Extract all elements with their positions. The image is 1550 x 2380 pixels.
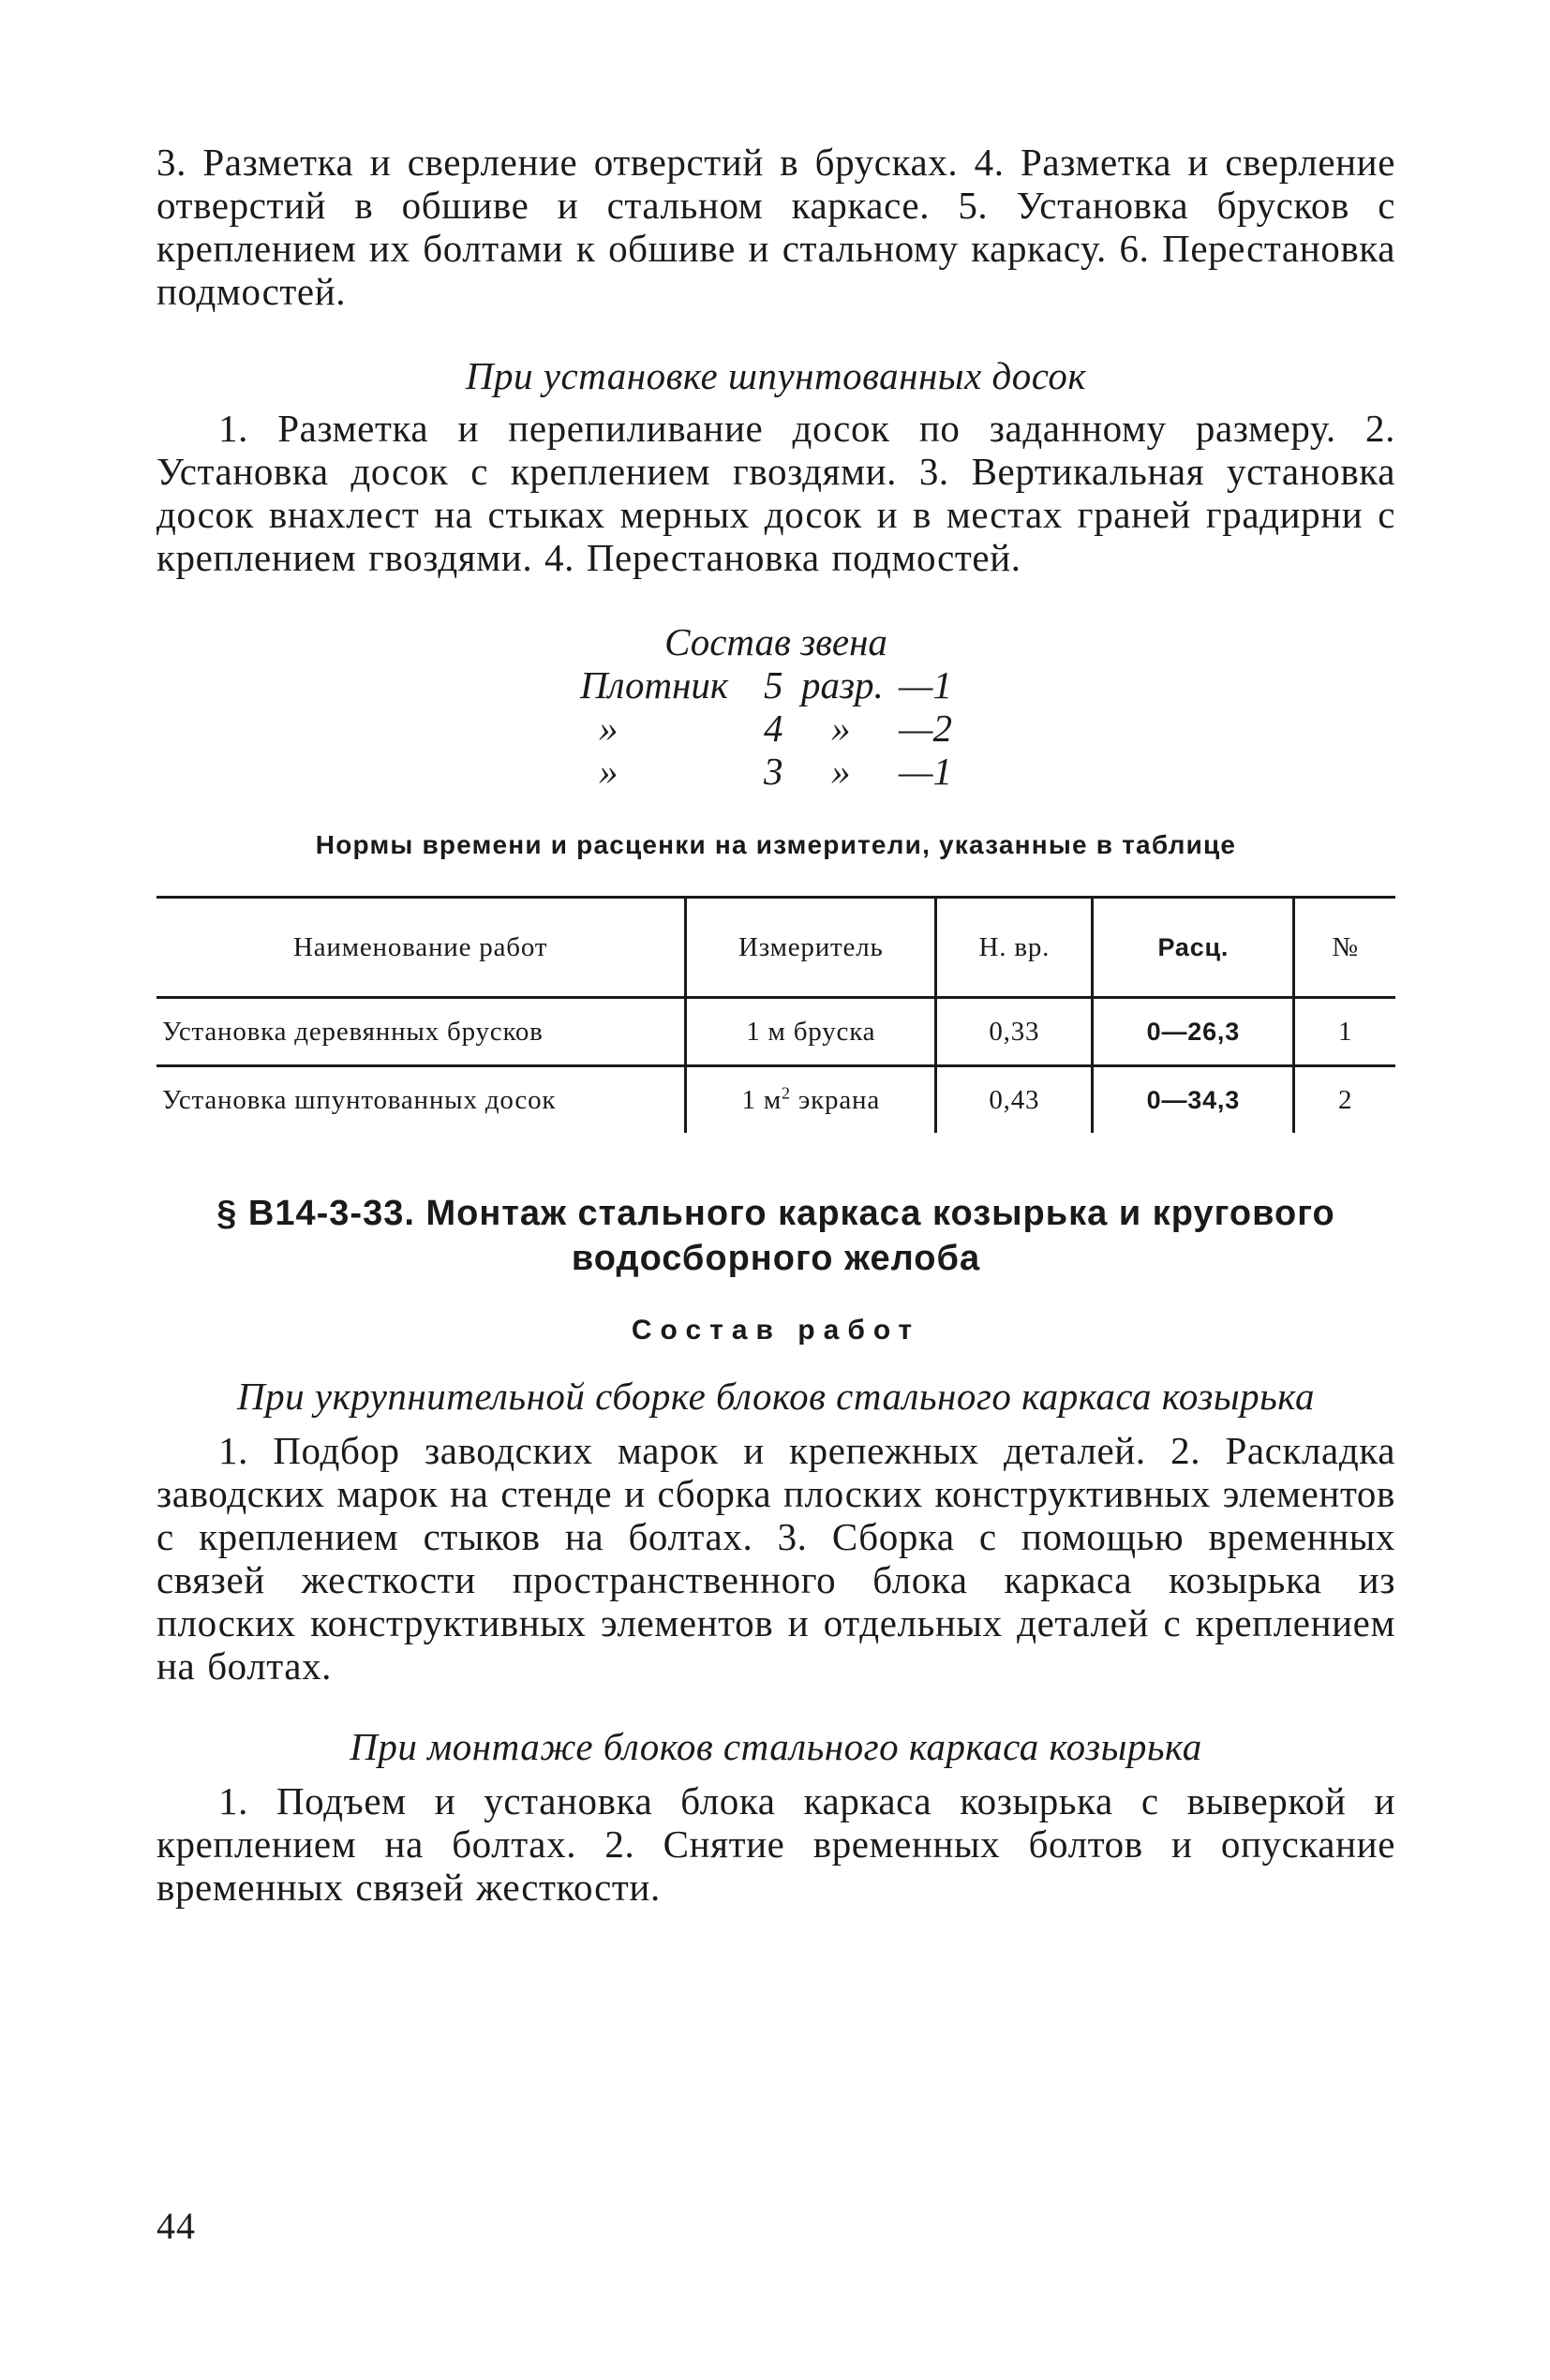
crew-grade: 5 [764,663,783,707]
section-title-line-1: § В14-3-33. Монтаж стального каркаса козырька и кругового [216,1194,1335,1233]
subheading-assembly: При укрупнительной сборке блоков стального каркаса козырька [237,1375,1315,1418]
page-content [156,141,1395,1909]
table-caption: Нормы времени и расценки на измерители, указанные в таблице [315,830,1237,859]
work-composition-heading: Состав работ [631,1315,921,1346]
cell-time-norm: 0,33 [936,998,1093,1066]
crew-grade-unit: » [831,750,851,793]
cell-unit-superscript: 2 [782,1082,791,1102]
crew-trade: » [599,750,619,793]
crew-grade: 3 [764,750,783,793]
crew-title: Состав звена [664,620,887,663]
crew-grade-unit: разр. [801,663,884,707]
cell-work-name: Установка шпунтованных досок [162,1084,557,1115]
crew-row [156,707,1395,750]
paragraph-assembly: 1. Подбор заводских марок и крепежных деталей. 2. Раскладка заводских марок на стенде и сборка плоских конструктивных элементов с креплением стыков на болтах. 3. Сборка с помощью временных связей жесткости пространственного блока каркаса козырька из плоских конструктивных элементов и отдельных деталей с креплением на болтах. [156,1429,1395,1688]
cell-unit-text: 1 м [741,1084,782,1115]
table-row [156,1066,1395,1134]
paragraph-continuation: 3. Разметка и сверление отверстий в брусках. 4. Разметка и сверление отверстий в обшиве и стальном каркасе. 5. Установка брусков с креплением их болтами к обшиве и стальному каркасу. 6. Перестановка подмостей. [156,141,1395,313]
crew-count: —1 [899,663,952,707]
cell-number: 2 [1294,1066,1395,1134]
crew-grade-unit: » [831,707,851,750]
cell-price: 0—34,3 [1093,1066,1294,1134]
cell-unit [686,1066,936,1134]
cell-number: 1 [1294,998,1395,1066]
cell-price: 0—26,3 [1093,998,1294,1066]
cell-unit-tail: экрана [790,1084,880,1115]
subheading-boards: При установке шпунтованных досок [465,354,1087,397]
page-number: 44 [156,2205,196,2247]
cell-unit-text: 1 м бруска [746,1016,876,1047]
crew-trade: Плотник [580,663,729,707]
header-work-name: Наименование работ [156,898,686,998]
paragraph-mounting: 1. Подъем и установка блока каркаса козырька с выверкой и креплением на болтах. 2. Снятие временных болтов и опускание временных связей жесткости. [156,1779,1395,1909]
header-price: Расц. [1093,898,1294,998]
subheading-mounting: При монтаже блоков стального каркаса козырька [350,1725,1202,1768]
crew-composition [156,620,1395,793]
crew-grade: 4 [764,707,783,750]
header-unit: Измеритель [686,898,936,998]
crew-count: —1 [899,750,952,793]
crew-row [156,663,1395,707]
header-time-norm: Н. вр. [936,898,1093,998]
section-title [156,1191,1395,1281]
crew-row [156,750,1395,793]
crew-count: —2 [899,707,952,750]
norms-table [156,896,1395,1133]
crew-trade: » [599,707,619,750]
cell-work-name: Установка деревянных брусков [156,998,686,1066]
table-row [156,998,1395,1066]
section-title-line-2: водосборного желоба [571,1239,981,1278]
table-header-row [156,898,1395,998]
paragraph-boards: 1. Разметка и перепиливание досок по заданному размеру. 2. Установка досок с креплением гвоздями. 3. Вертикальная установка досок внахлест на стыках мерных досок и в местах граней градирни с креплением гвоздями. 4. Перестановка подмостей. [156,407,1395,579]
header-number: № [1294,898,1395,998]
cell-unit [686,998,936,1066]
cell-time-norm: 0,43 [936,1066,1093,1134]
